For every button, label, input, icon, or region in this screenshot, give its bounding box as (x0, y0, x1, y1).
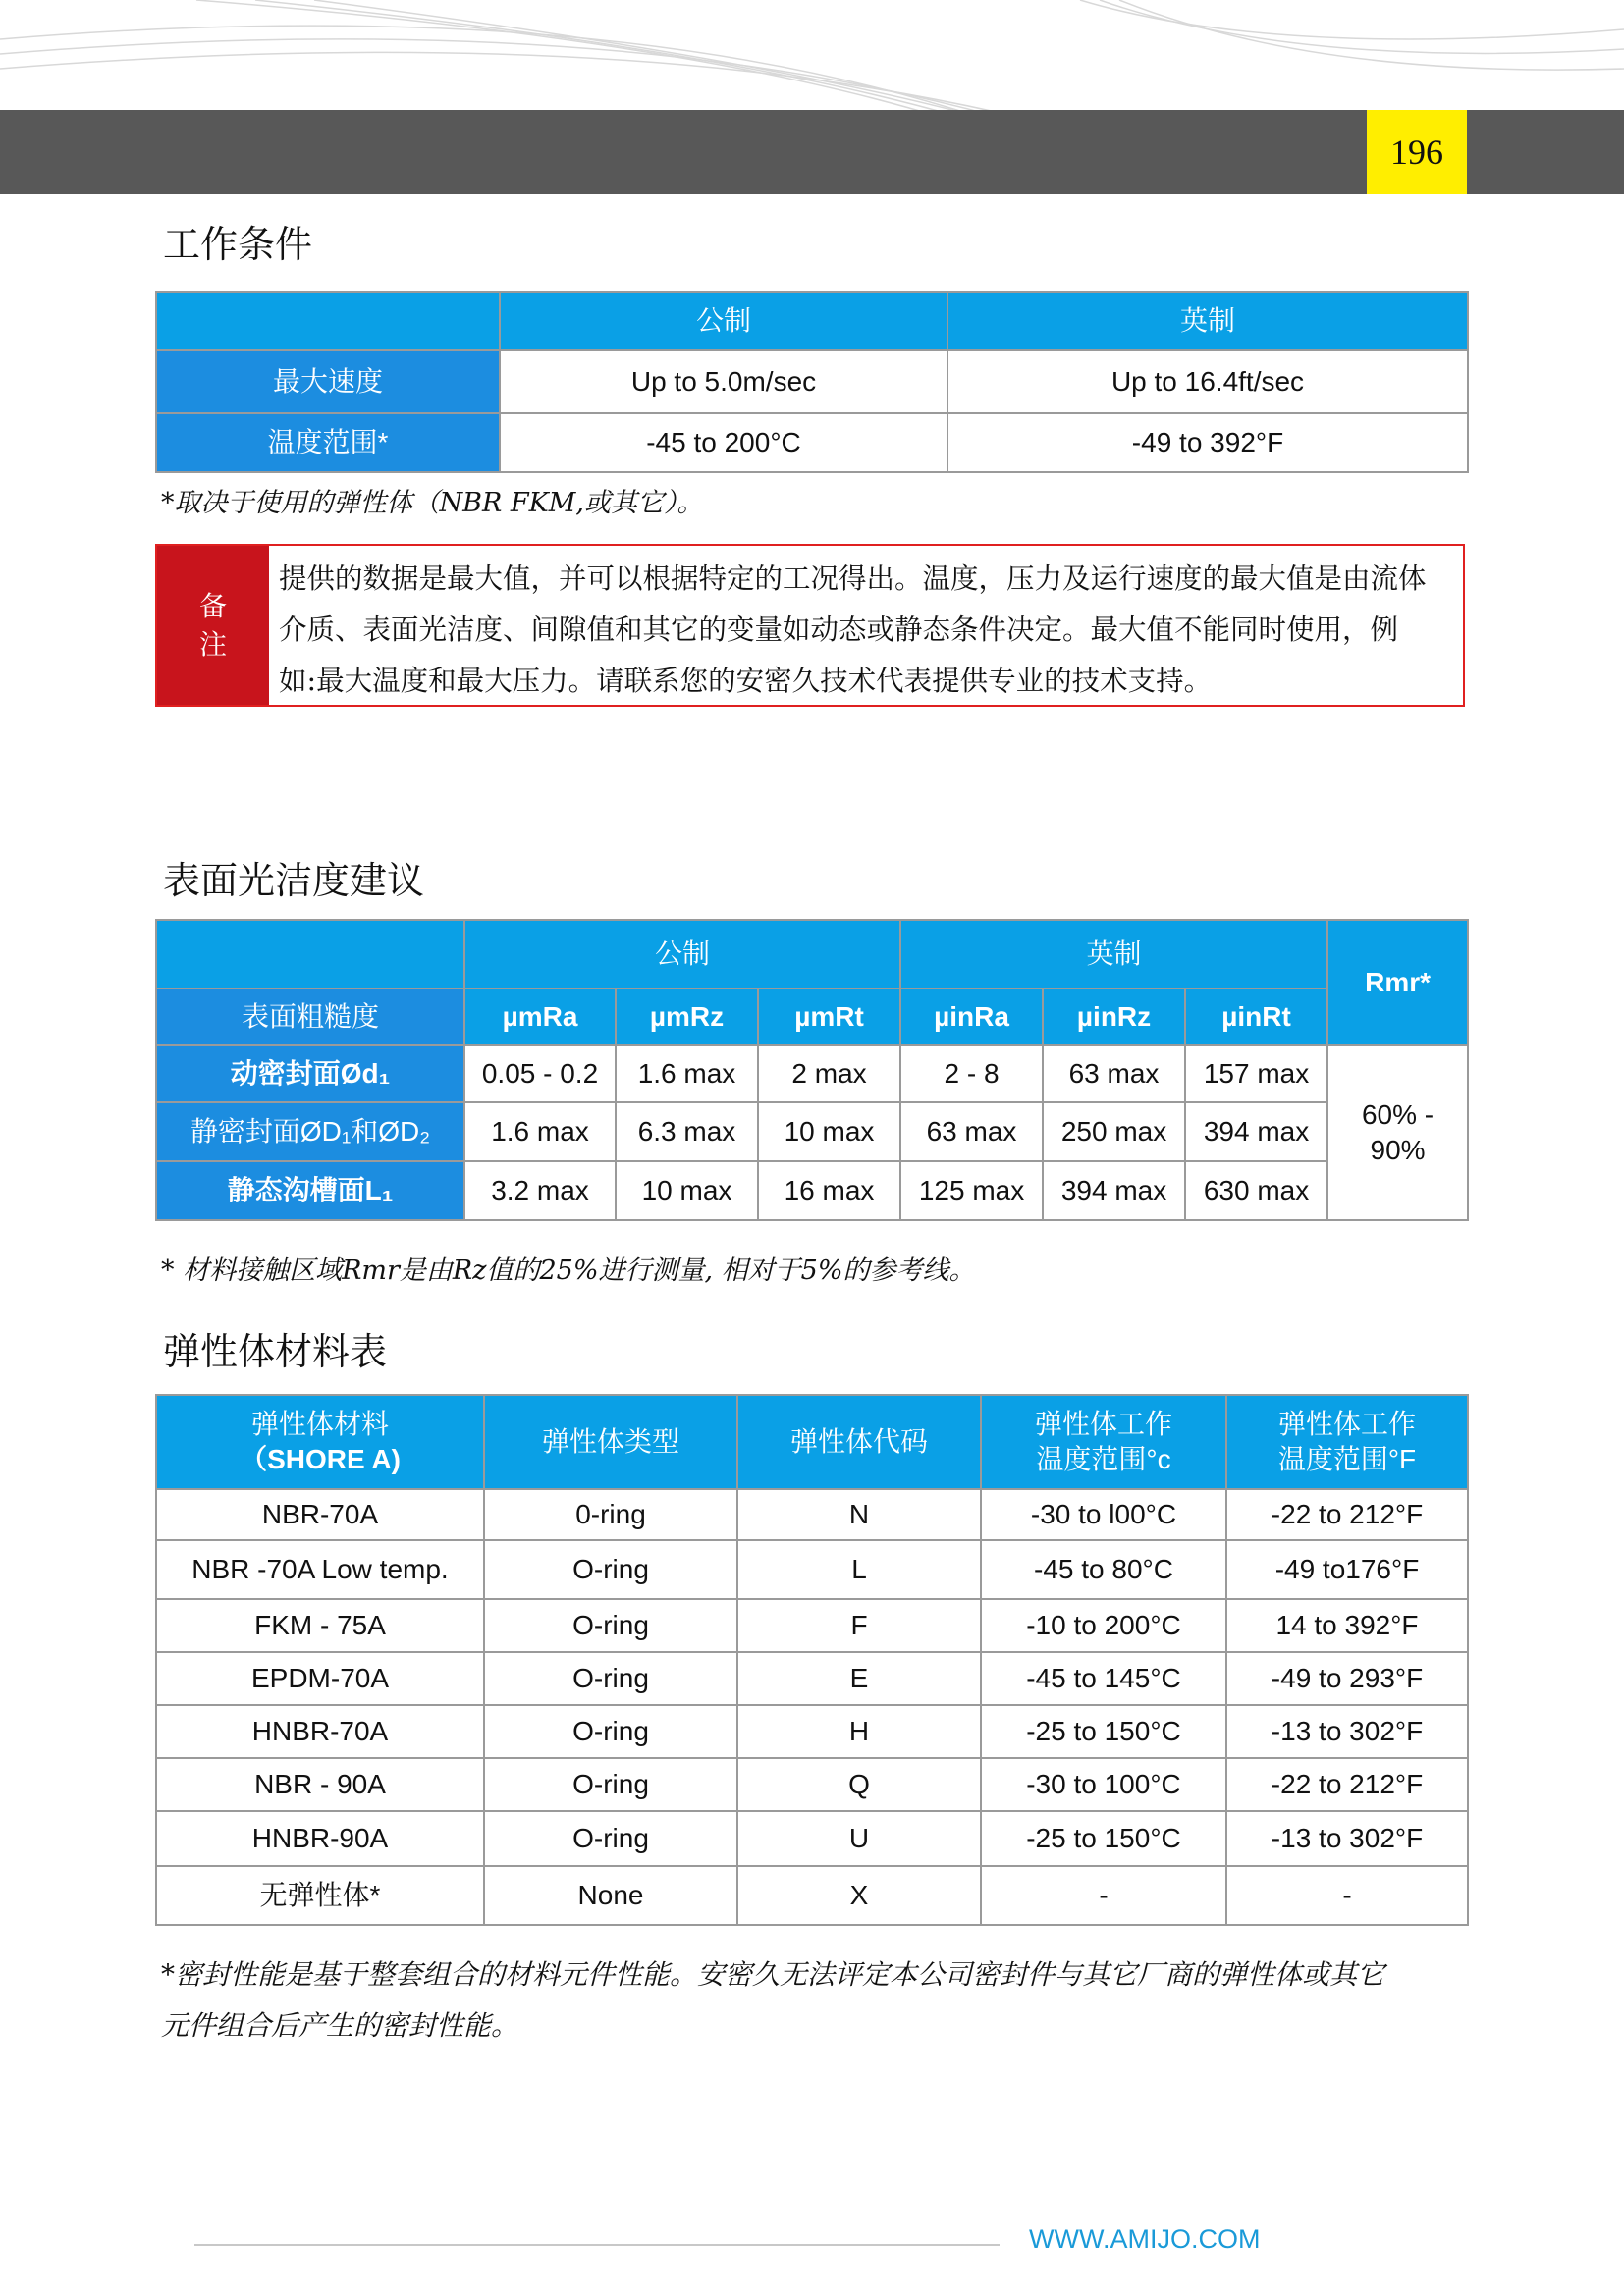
cell: 394 max (1185, 1102, 1327, 1161)
table-row (156, 1758, 1468, 1811)
temp-f-header-line1: 弹性体工作 (1277, 1408, 1416, 1439)
temp-f-cell: -13 to 302°F (1226, 1811, 1468, 1866)
rmr-value (1327, 1045, 1468, 1220)
cell: 3.2 max (464, 1161, 616, 1220)
surface-finish-title: 表面光洁度建议 (163, 859, 425, 902)
imperial-value: Up to 16.4ft/sec (947, 350, 1468, 413)
material-header-line1: 弹性体材料 (250, 1408, 389, 1439)
type-cell: O-ring (484, 1811, 737, 1866)
code-cell: H (737, 1705, 981, 1758)
table-row (156, 1489, 1468, 1540)
type-cell: O-ring (484, 1652, 737, 1705)
material-cell: HNBR-70A (156, 1705, 484, 1758)
temp-f-cell: -49 to 293°F (1226, 1652, 1468, 1705)
unit-header: µmRt (758, 988, 900, 1045)
table-row (156, 1811, 1468, 1866)
cell: 10 max (616, 1161, 758, 1220)
imperial-value: -49 to 392°F (947, 413, 1468, 472)
type-header: 弹性体类型 (484, 1395, 737, 1489)
type-cell: O-ring (484, 1599, 737, 1652)
remark-label-line2: 注 (198, 628, 227, 661)
temp-f-cell: -49 to176°F (1226, 1540, 1468, 1599)
cell: 2 - 8 (900, 1045, 1043, 1102)
material-cell: FKM - 75A (156, 1599, 484, 1652)
table-row (156, 1705, 1468, 1758)
material-header-line2: （SHORE A) (240, 1444, 401, 1474)
table-row (156, 1652, 1468, 1705)
metric-value: Up to 5.0m/sec (500, 350, 947, 413)
type-cell: O-ring (484, 1705, 737, 1758)
temp-c-cell: -45 to 145°C (981, 1652, 1226, 1705)
remark-label-line1: 备 (198, 589, 227, 622)
code-cell: N (737, 1489, 981, 1540)
footer-url[interactable]: WWW.AMIJO.COM (1029, 2224, 1261, 2254)
working-conditions-footnote: *取决于使用的弹性体（NBR FKM,或其它）。 (161, 488, 704, 518)
remark-box (155, 544, 1465, 707)
code-cell: L (737, 1540, 981, 1599)
temp-c-cell: -30 to 100°C (981, 1758, 1226, 1811)
type-cell: O-ring (484, 1540, 737, 1599)
rmr-value-line2: 90% (1370, 1135, 1426, 1165)
footnote-line: 元件组合后产生的密封性能。 (161, 2009, 519, 2042)
code-cell: F (737, 1599, 981, 1652)
type-cell: O-ring (484, 1758, 737, 1811)
temp-f-header (1226, 1395, 1468, 1489)
temp-f-cell: - (1226, 1866, 1468, 1925)
material-cell: EPDM-70A (156, 1652, 484, 1705)
temp-c-cell: -45 to 80°C (981, 1540, 1226, 1599)
unit-header: µinRz (1043, 988, 1185, 1045)
remark-line: 提供的数据是最大值，并可以根据特定的工况得出。温度，压力及运行速度的最大值是由流体 (279, 562, 1427, 595)
cell: 630 max (1185, 1161, 1327, 1220)
material-header (156, 1395, 484, 1489)
code-cell: U (737, 1811, 981, 1866)
temp-c-header-line1: 弹性体工作 (1034, 1408, 1172, 1439)
unit-header: µmRz (616, 988, 758, 1045)
temp-c-cell: -25 to 150°C (981, 1811, 1226, 1866)
imperial-header: 英制 (947, 292, 1468, 350)
cell: 10 max (758, 1102, 900, 1161)
cell: 16 max (758, 1161, 900, 1220)
row-label: 静态沟槽面L₁ (156, 1161, 464, 1220)
temp-c-cell: -25 to 150°C (981, 1705, 1226, 1758)
remark-line: 介质、表面光洁度、间隙值和其它的变量如动态或静态条件决定。最大值不能同时使用，例 (279, 614, 1399, 646)
elastomer-title: 弹性体材料表 (163, 1330, 388, 1373)
material-cell: 无弹性体* (156, 1866, 484, 1925)
temp-f-cell: -22 to 212°F (1226, 1489, 1468, 1540)
metric-group-header: 公制 (464, 920, 900, 988)
material-cell: HNBR-90A (156, 1811, 484, 1866)
temp-f-cell: 14 to 392°F (1226, 1599, 1468, 1652)
code-cell: E (737, 1652, 981, 1705)
footer-divider (194, 2244, 1000, 2246)
temp-f-cell: -13 to 302°F (1226, 1705, 1468, 1758)
unit-header: µinRt (1185, 988, 1327, 1045)
rmr-header: Rmr* (1327, 920, 1468, 1045)
metric-value: -45 to 200°C (500, 413, 947, 472)
elastomer-footnote (161, 1949, 1384, 2052)
working-conditions-table (155, 291, 1469, 473)
elastomer-table (155, 1394, 1469, 1926)
table-row (156, 1866, 1468, 1925)
table-row (156, 1045, 1468, 1102)
cell: 1.6 max (616, 1045, 758, 1102)
remark-label (157, 546, 269, 705)
rmr-value-line1: 60% - (1361, 1098, 1435, 1130)
table-row (156, 1102, 1468, 1161)
remark-text (279, 554, 1453, 707)
footnote-line: *密封性能是基于整套组合的材料元件性能。安密久无法评定本公司密封件与其它厂商的弹性体或其它 (161, 1958, 1385, 1991)
table-row (156, 1540, 1468, 1599)
row-label: 静密封面ØD₁和ØD₂ (156, 1102, 464, 1161)
unit-header: µmRa (464, 988, 616, 1045)
temp-f-cell: -22 to 212°F (1226, 1758, 1468, 1811)
material-cell: NBR - 90A (156, 1758, 484, 1811)
temp-f-header-line2: 温度范围°F (1277, 1444, 1417, 1474)
table-row (156, 350, 1468, 413)
cell: 0.05 - 0.2 (464, 1045, 616, 1102)
corner-cell (156, 920, 464, 988)
cell: 2 max (758, 1045, 900, 1102)
cell: 394 max (1043, 1161, 1185, 1220)
surface-finish-footnote: * 材料接触区域Rmr是由Rz值的25%进行测量, 相对于5%的参考线。 (161, 1255, 976, 1286)
row-label: 温度范围* (156, 413, 500, 472)
unit-header: µinRa (900, 988, 1043, 1045)
temp-c-cell: -30 to l00°C (981, 1489, 1226, 1540)
temp-c-header-line2: 温度范围°c (1036, 1444, 1171, 1474)
table-row (156, 1161, 1468, 1220)
cell: 63 max (900, 1102, 1043, 1161)
code-cell: Q (737, 1758, 981, 1811)
remark-line: 如:最大温度和最大压力。请联系您的安密久技术代表提供专业的技术支持。 (279, 665, 1213, 697)
code-header: 弹性体代码 (737, 1395, 981, 1489)
row-label: 最大速度 (156, 350, 500, 413)
table-row (156, 1599, 1468, 1652)
type-cell: None (484, 1866, 737, 1925)
code-cell: X (737, 1866, 981, 1925)
type-cell: 0-ring (484, 1489, 737, 1540)
imperial-group-header: 英制 (900, 920, 1327, 988)
material-cell: NBR-70A (156, 1489, 484, 1540)
cell: 63 max (1043, 1045, 1185, 1102)
table-row (156, 413, 1468, 472)
material-cell: NBR -70A Low temp. (156, 1540, 484, 1599)
cell: 6.3 max (616, 1102, 758, 1161)
row-label: 动密封面Ød₁ (156, 1045, 464, 1102)
cell: 250 max (1043, 1102, 1185, 1161)
temp-c-cell: - (981, 1866, 1226, 1925)
surface-finish-table (155, 919, 1469, 1221)
metric-header: 公制 (500, 292, 947, 350)
cell: 157 max (1185, 1045, 1327, 1102)
working-conditions-title: 工作条件 (163, 223, 313, 266)
corner-cell (156, 292, 500, 350)
temp-c-cell: -10 to 200°C (981, 1599, 1226, 1652)
cell: 125 max (900, 1161, 1043, 1220)
cell: 1.6 max (464, 1102, 616, 1161)
roughness-header: 表面粗糙度 (156, 988, 464, 1045)
page-number: 196 (1367, 110, 1467, 194)
temp-c-header (981, 1395, 1226, 1489)
